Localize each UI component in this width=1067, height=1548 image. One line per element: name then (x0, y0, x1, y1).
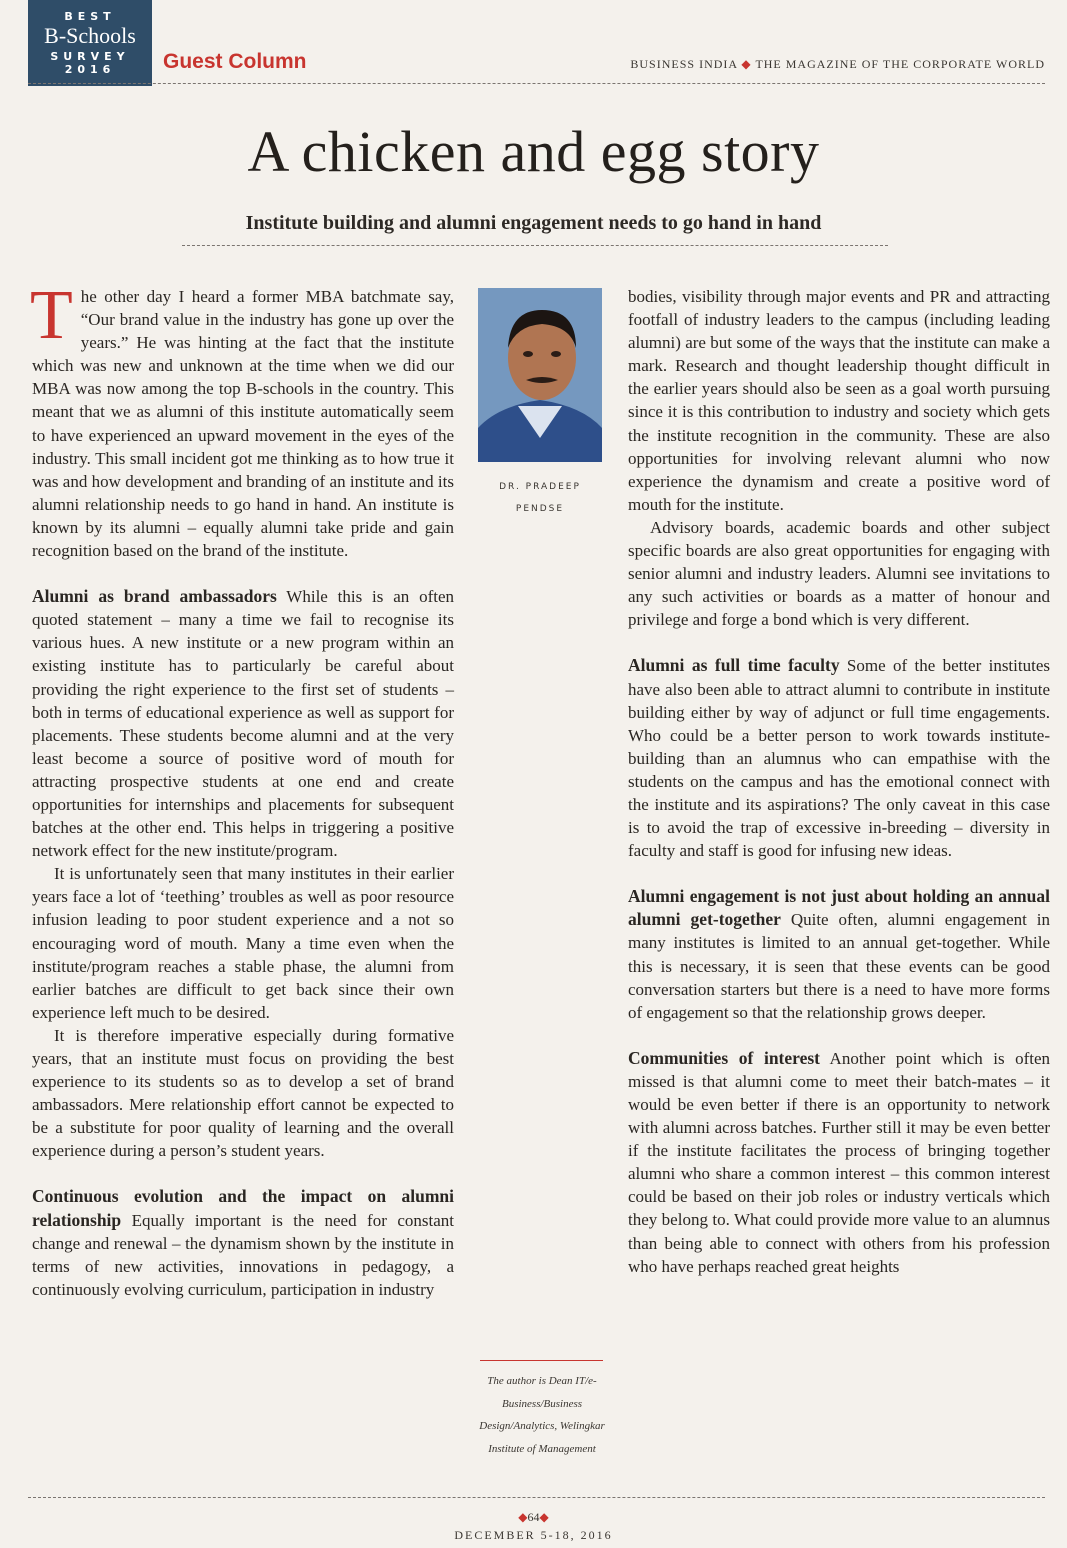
author-divider (480, 1360, 603, 1361)
diamond-icon: ◆ (539, 1510, 549, 1524)
subheading: Alumni as brand ambassadors (32, 586, 277, 607)
paragraph: Alumni engagement is not just about holding an annual alumni get-together Quite often, alumni engagement in many institutes is limited to an annual get-together. While this is necessary, it is seen that these events can be good conversation starters but there is a need to have more forms of engagement so that the relationship grows deeper. (628, 886, 1050, 1022)
issue-date: DECEMBER 5-18, 2016 (454, 1528, 613, 1542)
paragraph: It is therefore imperative especially during formative years, that an institute must focus on providing the best experience to its students so as to develop a set of brand ambassadors. Mere relationship effort cannot be expected to be a substitute for poor quality of learning and the overall experience during a person’s student years. (32, 1025, 454, 1161)
paragraph: Continuous evolution and the impact on alumni relationship Equally important is the need for constant change and renewal – the dynamism shown by the institute in terms of new activities, innovations in pedagogy, a continuously evolving curriculum, participation in industry (32, 1186, 454, 1299)
paragraph: It is unfortunately seen that many institutes in their earlier years face a lot of ‘teething’ troubles as well as poor resource infusion leading to poor student experience and a not so encouraging word of mouth. Many a time even when the institute/program reaches a stable phase, the alumni from earlier batches are difficult to get back since their own experience left much to be desired. (32, 864, 454, 1022)
badge-bschools: B-Schools (44, 23, 136, 48)
caption-line: PENDSE (515, 504, 565, 514)
masthead-publication: BUSINESS INDIA (630, 57, 738, 71)
subheading: Continuous evolution and the impact on alumni relationship (32, 1186, 454, 1230)
masthead (630, 57, 1045, 72)
top-divider (28, 83, 1045, 84)
paragraph: Communities of interest Another point which is often missed is that alumni come to meet their batch-mates – it would be even better if there is an opportunity to network with alumni across batches. Further still it may be even better if the institute facilitates the process of bringing together alumni who share a common interest – this common interest could be based on their job roles or industry verticals which they belong to. What could provide more value to an alumnus than being able to connect with others from his profession who have perhaps reached great heights (628, 1047, 1050, 1276)
paragraph: bodies, visibility through major events and PR and attracting footfall of industry leaders to the campus (including leading alumni) are but some of the ways that the institute can make a mark. Research and thought leadership thought difficult in the earlier years should also be seen as a goal worth pursuing since it is this contribution to industry and society which gets the institute recognition in the community. These are also opportunities for involving relevant alumni who now experience the dynamism and create a positive word of mouth for the institute. (628, 287, 1050, 514)
section-label: Guest Column (163, 50, 307, 73)
badge-year: 2016 (64, 63, 116, 76)
paragraph: The other day I heard a former MBA batchmate say, “Our brand value in the industry has gone up over the years.” He was hinting at the fact that the institute which was new and unknown at the time when we did our MBA was now among the top B-schools in the country. This meant that we as alumni of this institute automatically seem to have experienced an upward movement in the eyes of the industry. This small incident got me thinking as to how true it was and how development and branding of an institute and its alumni relationship needs to go hand in hand. An institute is known by its alumni – equally alumni take pride and gain recognition based on the brand of the institute. (30, 277, 454, 561)
column-left (30, 277, 455, 1301)
paragraph: Alumni as full time faculty Some of the better institutes have also been able to attract alumni to contribute in institute building either by way of adjunct or full time engagements. Who could be a better person to work towards institute-building than an alumnus who can empathise with the students on the campus and has the emotional connect with the institute and its aspirations? The only caveat in this case is to avoid the trap of excessive in-breeding – diversity in faculty and staff is good for infusing new ideas. (628, 655, 1050, 861)
diamond-icon: ◆ (518, 1510, 528, 1524)
drop-cap: T (30, 277, 73, 354)
author-photo (478, 288, 602, 462)
masthead-tagline: THE MAGAZINE OF THE CORPORATE WORLD (755, 57, 1045, 71)
column-right (628, 285, 1050, 1278)
subheading: Communities of interest (628, 1047, 820, 1068)
author-portrait-icon (478, 288, 602, 462)
subtitle-divider (182, 245, 888, 246)
paragraph: Advisory boards, academic boards and other subject specific boards are also great opportunities for engaging with senior alumni and industry leaders. Alumni see invitations to any such activities or boards as a matter of honour and privilege and forge a bond which is very different. (628, 517, 1050, 630)
article-subtitle: Institute building and alumni engagement needs to go hand in hand (245, 212, 822, 234)
badge-best: BEST (64, 10, 116, 23)
author-note: The author is Dean IT/e-Business/Business Design/Analytics, Welingkar Institute of Management (479, 1375, 605, 1455)
subheading: Alumni as full time faculty (628, 655, 840, 676)
subheading: Alumni engagement is not just about holding an annual alumni get-together (628, 886, 1050, 930)
photo-caption (476, 476, 604, 520)
bottom-divider (28, 1497, 1045, 1498)
caption-line: DR. PRADEEP (499, 482, 581, 492)
survey-badge (28, 0, 152, 86)
article-title: A chicken and egg story (247, 119, 820, 184)
diamond-icon: ◆ (741, 57, 752, 71)
page-number: ◆64◆ (518, 1510, 549, 1524)
paragraph: Alumni as brand ambassadors While this is an often quoted statement – many a time we fail to recognise its various hues. A new institute or a new program within an existing institute has to particularly be careful about providing the right experience to the first set of students – both in terms of educational experience as well as support for placements. These students become alumni and at the very least become a source of positive word of mouth for attracting prospective students at one end and create opportunities for internships and placements for subsequent batches at the other end. This helps in triggering a positive network effect for the new institute/program. (32, 586, 455, 861)
badge-survey: SURVEY (50, 50, 130, 63)
